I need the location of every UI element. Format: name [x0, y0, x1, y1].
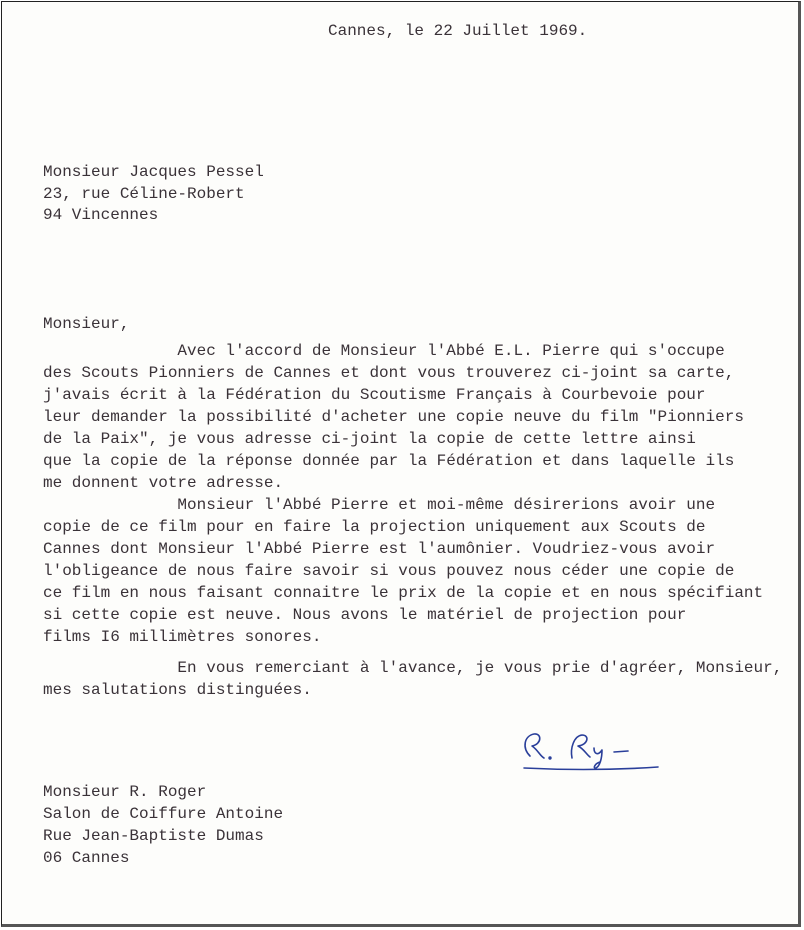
body-line: En vous remerciant à l'avance, je vous prie d'agréer, Monsieur,: [43, 659, 783, 677]
recipient-city: 94 Vincennes: [43, 206, 159, 224]
letter-date: Cannes, le 22 Juillet 1969.: [328, 22, 588, 40]
body-line: ce film en nous faisant connaitre le prix de la copie et en nous spécifiant: [43, 584, 764, 602]
body-line: j'avais écrit à la Fédération du Scoutisme Français à Courbevoie pour: [43, 386, 706, 404]
handwritten-signature: [514, 724, 664, 784]
body-line: copie de ce film pour en faire la projection uniquement aux Scouts de: [43, 518, 706, 536]
sender-name: Monsieur R. Roger: [43, 783, 207, 801]
body-line: Cannes dont Monsieur l'Abbé Pierre est l'aumônier. Voudriez-vous avoir: [43, 540, 716, 558]
body-line: Monsieur l'Abbé Pierre et moi-même désirerions avoir une: [43, 496, 716, 514]
body-line: si cette copie est neuve. Nous avons le matériel de projection pour: [43, 606, 687, 624]
body-line: l'obligeance de nous faire savoir si vous pouvez nous céder une copie de: [43, 562, 735, 580]
recipient-name: Monsieur Jacques Pessel: [43, 163, 264, 181]
body-line: leur demander la possibilité d'acheter une copie neuve du film "Pionniers: [43, 408, 744, 426]
body-line: que la copie de la réponse donnée par la Fédération et dans laquelle ils: [43, 452, 735, 470]
letter-page: [1, 1, 801, 927]
sender-city: 06 Cannes: [43, 849, 130, 867]
recipient-street: 23, rue Céline-Robert: [43, 185, 245, 203]
body-line: Avec l'accord de Monsieur l'Abbé E.L. Pierre qui s'occupe: [43, 342, 725, 360]
body-line: mes salutations distinguées.: [43, 681, 312, 699]
body-line: me donnent votre adresse.: [43, 474, 284, 492]
body-line: films I6 millimètres sonores.: [43, 628, 322, 646]
sender-business: Salon de Coiffure Antoine: [43, 805, 284, 823]
body-line: de la Paix", je vous adresse ci-joint la copie de cette lettre ainsi: [43, 430, 696, 448]
sender-street: Rue Jean-Baptiste Dumas: [43, 827, 264, 845]
salutation: Monsieur,: [43, 315, 130, 333]
body-line: des Scouts Pionniers de Cannes et dont vous trouverez ci-joint sa carte,: [43, 364, 735, 382]
